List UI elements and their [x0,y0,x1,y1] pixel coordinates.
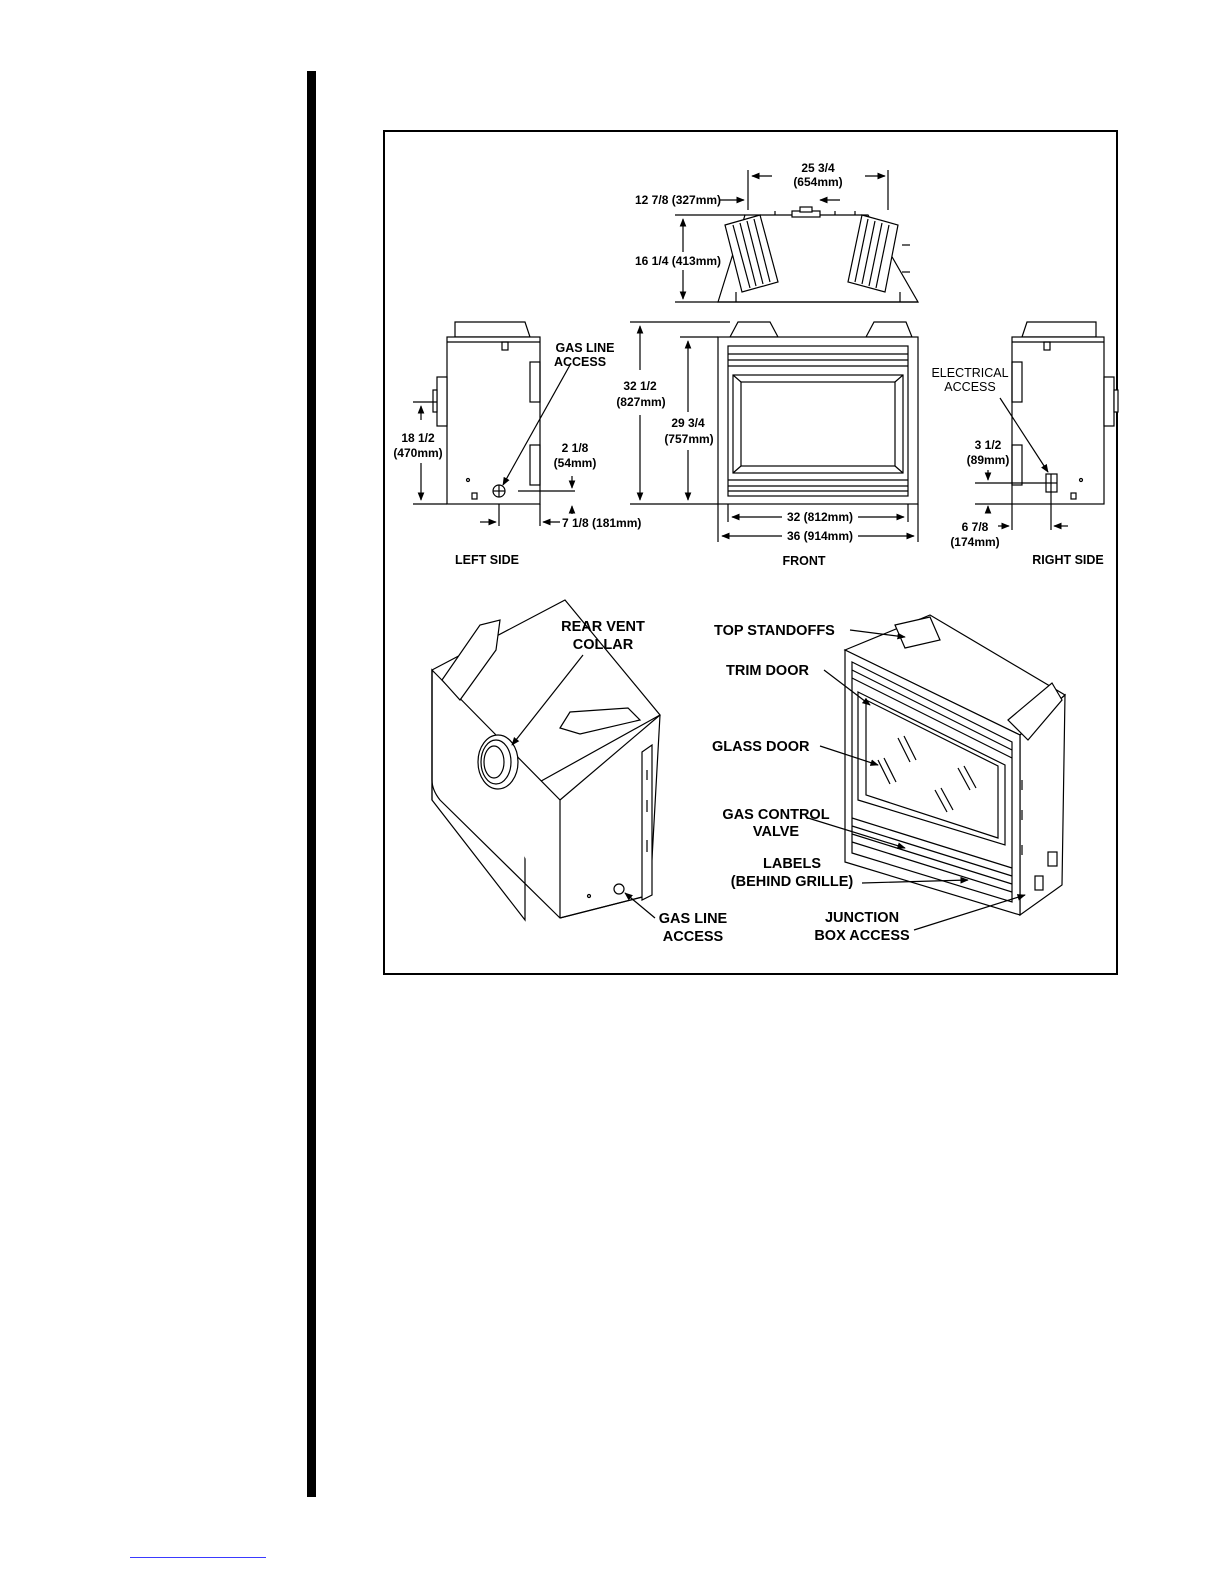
elec-depth-mm-label: (174mm) [950,535,1000,549]
gas-line-access-bottom-1: GAS LINE [658,911,728,927]
gas-line-access-top-1: GAS LINE [555,341,615,355]
right-side-view [1012,322,1118,504]
gas-line-access-top-2: ACCESS [553,355,607,369]
front-view [718,322,918,504]
front-outer-width-label: 36 (914mm) [786,529,854,543]
gas-low-mm-label: (54mm) [553,456,597,470]
body-height-mm-label: (757mm) [664,432,714,446]
top-width-label: 25 3/4 [801,161,835,175]
gas-control-valve-2: VALVE [752,824,800,840]
view-label-left: LEFT SIDE [455,553,519,567]
gas-height-mm-label: (470mm) [393,446,443,460]
rear-vent-collar-2: COLLAR [572,637,634,653]
top-standoffs-label: TOP STANDOFFS [714,623,835,639]
labels-behind-grille-1: LABELS [763,856,821,872]
top-width-mm-label: (654mm) [793,175,843,189]
overall-height-mm-label: (827mm) [616,395,666,409]
overall-height-label: 32 1/2 [623,379,657,393]
gas-depth-label: 7 1/8 (181mm) [562,516,642,530]
gas-height-label: 18 1/2 [401,431,435,445]
elec-height-mm-label: (89mm) [966,453,1010,467]
view-label-right: RIGHT SIDE [1032,553,1104,567]
junction-box-access-2: BOX ACCESS [814,928,910,944]
glass-door-label: GLASS DOOR [712,739,810,755]
gas-control-valve-1: GAS CONTROL [722,807,830,823]
junction-box-access-1: JUNCTION [824,910,900,926]
gas-line-access-bottom-2: ACCESS [662,929,724,945]
electrical-access-2: ACCESS [944,380,996,394]
rear-vent-collar-1: REAR VENT [561,619,645,635]
elec-height-label: 3 1/2 [974,438,1002,452]
labels-behind-grille-2: (BEHIND GRILLE) [730,874,854,890]
top-view [718,207,918,302]
front-inner-width-label: 32 (812mm) [786,510,854,524]
view-label-front: FRONT [782,554,826,568]
trim-door-label: TRIM DOOR [726,663,809,679]
body-height-label: 29 3/4 [671,416,705,430]
gas-low-label: 2 1/8 [561,441,589,455]
top-offset-label: 12 7/8 (327mm) [635,193,722,207]
left-side-view [433,322,540,504]
elec-depth-label: 6 7/8 [961,520,989,534]
electrical-access-1: ELECTRICAL [931,366,1009,380]
top-depth-label: 16 1/4 (413mm) [635,254,722,268]
